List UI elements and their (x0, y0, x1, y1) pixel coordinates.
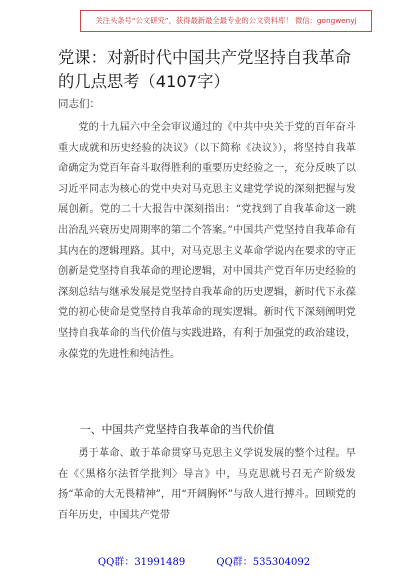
header-banner[interactable] (80, 10, 372, 32)
paragraph: 勇于革命、敢于革命贯穿马克思主义学说发展的整个过程。早在《〈黑格尔法哲学批判〉导言》中，马克思就号召无产阶级发扬“革命的大无畏精神”，用“开阔胸怀”与敌人进行搏斗。回顾党的百年历史，中国共产党带 (58, 448, 356, 521)
section-heading: 一、中国共产党坚持自我革命的当代价值 (80, 423, 275, 436)
greeting: 同志们： (58, 98, 100, 110)
paragraph: 党的十九届六中全会审议通过的《中共中央关于党的百年奋斗重大成就和历史经验的决议》（以下简称《决议》），将坚持自我革命确定为党百年奋斗取得胜利的重要历史经验之一，充分反映了以习近平同志为核心的党中央对马克思主义建党学说的深刻把握与发展创新。党的二十大报告中深刻指出：“党找到了自我革命这一跳出治乱兴衰历史周期率的第二个答案。”中国共产党坚持自我革命有其内在的逻辑理路。其中，对马克思主义革命学说内在要求的守正创新是党坚持自我革命的理论逻辑，对中国共产党百年历史经验的深刻总结与继承发展是党坚持自我革命的历史逻辑，新时代下永葆党的初心使命是党坚持自我革命的现实逻辑。新时代下深刻阐明党坚持自我革命的当代价值与实践进路，有利于加强党的政治建设，永葆党的先进性和纯洁性。 (58, 122, 356, 360)
banner-text: 关注头条号“公文研究”，获得最新最全最专业的公文资料库！ 微信：gongwenyj (95, 16, 357, 25)
footer-qq-group-1[interactable]: QQ群：31991489 (97, 557, 186, 568)
body-section-intro (58, 118, 356, 365)
document-title: 党课：对新时代中国共产党坚持自我革命的几点思考（4107字） (58, 48, 352, 91)
body-section-1 (58, 444, 356, 526)
footer (0, 556, 408, 570)
footer-qq-group-2[interactable]: QQ群：535304092 (216, 557, 311, 568)
